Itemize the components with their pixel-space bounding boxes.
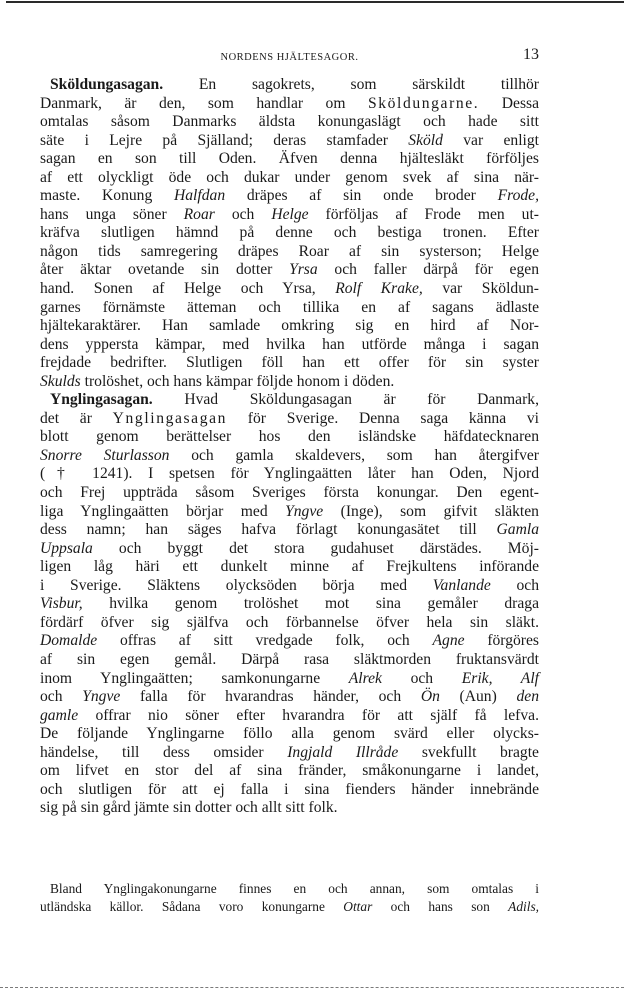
text-line: i Sverige. Släktens olycksöden börja med Vanlande och (40, 576, 539, 594)
text-line: Visbur, hvilka genom trolöshet mot sina gemåler draga (40, 595, 539, 613)
text-line: Danmark, är den, som handlar om Sköldungarne. Dessa (40, 94, 540, 112)
text-line: och Yngve falla för hvarandras händer, och Ön (Aun) den (40, 688, 539, 706)
text-line: kräfva slutligen hämnd på denne och bestiga tronen. Efter (40, 224, 539, 242)
running-head: NORDENS HJÄLTESAGOR. (220, 52, 359, 63)
text-line: maste. Konung Halfdan dräpes af sin onde broder Frode, (40, 187, 539, 205)
text-line: De följande Ynglingarne föllo alla genom svärd eller olycks- (40, 725, 539, 743)
page-header (40, 44, 539, 72)
text-line: någon tids samregering dräpes Roar af sin systerson; Helge (40, 242, 539, 260)
text-line: dens yppersta kämpar, med hvilka han utförde många i sagan (40, 335, 539, 353)
text-line: Uppsala och byggt det stora gudahuset därstädes. Möj- (40, 539, 539, 557)
text-line: det är Ynglingasagan för Sverige. Denna saga känna vi (40, 409, 539, 427)
text-line: hjältekaraktärer. Han samlade omkring sig en hird af Nor- (40, 317, 539, 335)
footnote-line: utländska källor. Sådana voro konungarne Ottar och hans son Adils, (40, 898, 540, 914)
bottom-rule (0, 987, 624, 988)
body-text (40, 76, 539, 818)
text-line: Skulds trolöshet, och hans kämpar följde honom i döden. (40, 372, 395, 390)
text-line: frejdade bedrifter. Slutligen föll han ett offer för sin syster (40, 354, 539, 372)
text-line: om lifvet en stor del af sina fränder, småkonungarne i landet, (40, 762, 539, 780)
text-line: Ynglingasagan. Hvad Sköldungasagan är för Danmark, (50, 391, 539, 409)
footnote-line: Bland Ynglingakonungarne finnes en och annan, som omtalas i (50, 881, 539, 896)
text-line: händelse, till dess omsider Ingjald Illråde svekfullt bragte (40, 743, 539, 761)
top-rule (6, 1, 624, 3)
text-line: hand. Sonen af Helge och Yrsa, Rolf Krake, var Sköldun- (40, 280, 539, 298)
page-number: 13 (523, 46, 539, 63)
text-line: garnes förnämste ätteman och tillika en af sagans ädlaste (40, 298, 539, 316)
text-line: och Frej uppträda såsom Sveriges första konungar. Den egent- (40, 484, 539, 502)
text-line: säte i Lejre på Själland; deras stamfader Sköld var enligt (40, 131, 539, 149)
text-line: blott genom berättelser hos den isländske häfdatecknaren (40, 428, 539, 446)
footnote (40, 880, 539, 915)
text-line: omtalas såsom Danmarks äldsta konungaslägt och hade sitt (40, 113, 539, 131)
text-line: af ett olyckligt öde och dukar under genom svek af sina när- (40, 168, 539, 186)
text-line: och slutligen för att ej falla i sina fienders händer innebrände (40, 780, 539, 798)
text-line: Snorre Sturlasson och gamla skaldevers, som han återgifver (40, 446, 540, 464)
text-line: sagan en son till Oden. Äfven denna hjältesläkt förföljes (40, 150, 539, 168)
text-line: dess namn; han säges hafva förlagt konungasätet till Gamla (40, 521, 539, 539)
text-line: Domalde offras af sitt vredgade folk, och Agne förgöres (40, 632, 539, 650)
text-line: hans unga söner Roar och Helge förföljas af Frode men ut- (40, 205, 539, 223)
text-line: ligen låg häri ett dunkelt minne af Frejkultens införande (40, 558, 539, 576)
text-line: af sin egen gemål. Därpå rasa släktmorden fruktansvärdt (40, 650, 539, 668)
text-line: åter äktar ovetande sin dotter Yrsa och faller därpå för egen (40, 261, 539, 279)
text-line: liga Ynglingaätten börjar med Yngve (Inge), som gifvit släkten (40, 502, 539, 520)
text-line: gamle offrar nio söner efter hvarandra för att själf få lefva. (40, 706, 539, 724)
text-line: († 1241). I spetsen för Ynglingaätten låter han Oden, Njord (40, 465, 539, 483)
text-line: sig på sin gård jämte sin dotter och allt sitt folk. (40, 799, 338, 817)
text-line: Sköldungasagan. En sagokrets, som särskildt tillhör (50, 76, 539, 93)
text-line: fördärf öfver sig själfva och förbannelse öfver hela sin släkt. (40, 613, 539, 631)
text-line: inom Ynglingaätten; samkonungarne Alrek och Erik, Alf (40, 669, 539, 687)
